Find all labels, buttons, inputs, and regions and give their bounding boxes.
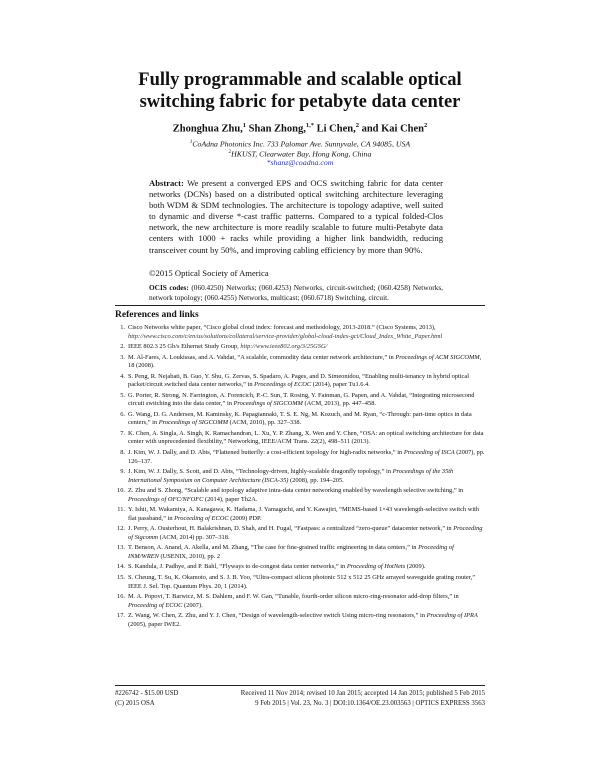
reference-text: M. A. Popovi, T. Barwicz, M. S. Dahlem, and F. W. Gan, “Tunable, fourth-order silicon micro-ring-resonator add-drop filters,” in: [128, 592, 459, 600]
reference-details: (ACM, 2014) pp. 307–318.: [158, 533, 230, 541]
reference-number: 1.: [120, 324, 125, 331]
reference-number: 7.: [120, 429, 125, 437]
title-line-1: Fully programmable and scalable optical: [138, 70, 462, 90]
abstract-text: We present a converged EPS and OCS switching fabric for data center networks (DCNs) based on a distributed optical switching architecture leveraging both WDM & SDM technologies. The architecture is topology adaptive, well suited to dynamic and diverse *-cast traffic patterns. Compared to a typical folded-Clos network, the new architecture is more readily scalable to future multi-Petabyte data centers with 1000 + racks while providing a higher link bandwidth, reducing transceiver count by 50%, and improving cabling efficiency by more than 90%.: [149, 178, 443, 255]
reference-number: 9.: [120, 468, 125, 476]
reference-number: 14.: [117, 563, 125, 571]
reference-details: , 18 (2008).: [128, 353, 482, 370]
reference-item: [115, 324, 485, 341]
affiliation-mark: 2: [228, 150, 232, 155]
reference-venue: Proceedings of ACM SIGCOMM: [395, 353, 480, 361]
reference-number: 6.: [120, 410, 125, 418]
footer-right: [205, 689, 485, 709]
author-list: [60, 122, 540, 135]
reference-number: 3.: [120, 353, 125, 361]
references-heading: References and links: [115, 310, 199, 320]
author-affiliation-mark: 1: [242, 122, 247, 129]
reference-venue: Proceedings of OFC/NFOFC: [128, 495, 204, 503]
reference-venue: Proceeding of Sigcomm: [128, 525, 483, 541]
reference-item: [115, 593, 485, 610]
reference-item: [115, 563, 485, 572]
reference-text: IEEE 802.3 25 Gb/s Ethernet Study Group,: [128, 343, 241, 351]
reference-item: [115, 544, 485, 561]
reference-details: (2005), paper IWE2.: [128, 620, 181, 628]
affiliation-mark: 1: [189, 140, 193, 145]
footer-history: Received 11 Nov 2014; revised 10 Jan 2015; accepted 14 Jan 2015; published 5 Feb 2015: [240, 690, 485, 697]
reference-text: G. Porter, R. Strong, N. Farrington, A. Forencich, P.-C. Sun, T. Rosing, Y. Fainman, G. Papen, and A. Vahdat, “Integrating microsecond circuit switching into the data center,” in: [128, 391, 475, 408]
reference-number: 11.: [117, 506, 125, 514]
reference-details: (2009) PDP.: [228, 514, 262, 522]
reference-item: [115, 506, 485, 523]
reference-venue: Proceedings of the 35th International Symposium on Computer Architecture (ISCA-35): [128, 468, 454, 484]
reference-venue: Proceeding of ECOC: [128, 601, 183, 609]
reference-number: 13.: [117, 544, 125, 552]
reference-list: [115, 324, 485, 631]
footer-citation: 9 Feb 2015 | Vol. 23, No. 3 | DOI:10.1364/OE.23.003563 | OPTICS EXPRESS 3563: [255, 700, 485, 707]
reference-venue: Proceeding of HotNets: [346, 563, 406, 571]
reference-item: [115, 487, 485, 504]
reference-details: (2014), paper Tu1.6.4.: [311, 381, 370, 389]
reference-details: (2009).: [405, 563, 426, 571]
reference-number: 15.: [117, 573, 125, 581]
footer-price: #226742 - $15.00 USD: [115, 690, 179, 697]
reference-text: S. Peng, R. Nejabati, B. Guo, Y. Shu, G. Zervas, S. Spadaro, A. Pages, and D. Simeonidou, “Enabling multi-tenancy in hybrid optical packet/circuit switched data center networks,” in: [128, 372, 469, 389]
author-name: and Kai Chen: [361, 123, 425, 135]
reference-number: 12.: [117, 525, 125, 533]
reference-item: [115, 411, 485, 428]
author-name: Zhonghua Zhu,: [172, 123, 243, 135]
reference-number: 8.: [120, 448, 125, 456]
reference-text: Cisco Networks white paper, “Cisco global cloud index: forecast and methodology, 2013-2018.” (Cisco Systems, 2013),: [128, 324, 436, 331]
reference-number: 16.: [117, 592, 125, 600]
reference-text: J. Perry, A. Ousterhout, H. Balakrishnan, D. Shah, and H. Fugal, “Fastpass: a centralized “zero-queue” datacenter network,” in: [128, 525, 454, 533]
divider-top: [115, 305, 485, 306]
reference-item: [115, 430, 485, 447]
reference-item: [115, 525, 485, 542]
reference-item: [115, 373, 485, 390]
ocis-text: (060.4250) Networks; (060.4253) Networks, circuit-switched; (060.4258) Networks, network topology; (060.4255) Networks, multicast; (060.6718) Switching, circuit.: [149, 283, 443, 302]
reference-number: 10.: [117, 487, 125, 495]
author-name: Li Chen,: [316, 123, 356, 135]
reference-url[interactable]: http://www.cisco.com/c/en/us/solutions/collateral/service-provider/global-cloud-index-gci/Cloud_Index_White_Paper.html: [128, 332, 443, 340]
reference-text: S. Kandula, J. Padhye, and P. Bahl, “Flyways to de-congest data center networks,” in: [128, 563, 347, 571]
author-affiliation-mark: 2: [424, 122, 428, 129]
reference-venue: Proceeding of ISCA: [403, 448, 455, 456]
reference-text: S. Cheung, T. Su, K. Okamoto, and S. J. B. Yoo, “Ultra-compact silicon photonic 512 x 512 25 GHz arrayed waveguide grating router,” IEEE J. Sel. Top. Quantum Phys. 20, 1 (2014).: [128, 573, 476, 590]
reference-item: [115, 354, 485, 371]
reference-text: Z. Zhu and S. Zhong, “Scalable and topology adaptive intra-data center networking enabled by wavelength selective switching,” in: [128, 487, 464, 495]
reference-details: (2014), paper Th2A.: [203, 495, 258, 503]
affiliation-text: HKUST, Clearwater Bay, Hong Kong, China: [231, 149, 372, 159]
reference-venue: Proceedings of SIGCOMM: [233, 400, 303, 408]
reference-text: J. Kim, W. J. Dally, S. Scott, and D. Abts, “Technology-driven, highly-scalable dragonfly topology,” in: [128, 468, 393, 476]
reference-number: 17.: [117, 612, 125, 620]
reference-details: (2008), pp. 194–205.: [288, 476, 344, 484]
footer-copyright: (C) 2015 OSA: [115, 700, 155, 707]
reference-text: J. Kim, W. J. Dally, and D. Abts, “Flattened butterfly: a cost-efficient topology for high-radix networks,” in: [128, 448, 404, 456]
reference-item: [115, 612, 485, 629]
reference-text: M. Al-Fares, A. Loukissas, and A. Vahdat, “A scalable, commodity data center network architecture,” in: [128, 353, 396, 361]
copyright-notice: ©2015 Optical Society of America: [149, 268, 269, 278]
reference-venue: Proceeding of INM/WREN: [128, 544, 454, 560]
reference-details: (2007), pp. 126–137.: [128, 448, 485, 465]
reference-venue: Proceedings of ECOC: [254, 381, 312, 389]
reference-number: 5.: [120, 391, 125, 399]
reference-number: 4.: [120, 372, 125, 380]
author-name: Shan Zhong,: [248, 123, 306, 135]
author-affiliation-mark: 2: [355, 122, 359, 129]
author-affiliation-mark: 1,*: [305, 122, 314, 129]
reference-item: [115, 468, 485, 485]
reference-text: K. Chen, A. Singla, A. Singh, K. Ramachandran, L. Xu, Y. P. Zhang, X. Wen and Y. Chen, “OSA: an optical switching architecture for data center with unprecedented flexibility,” Networking, IEEE/ACM Trans. 22(2), 498–511 (2013).: [128, 429, 484, 446]
reference-venue: Proceeding of ECOC: [174, 514, 229, 522]
affiliation-text: CoAdna Photonics Inc. 733 Palomar Ave. Sunnyvale, CA 94085, USA: [192, 139, 411, 149]
reference-details: (USENIX, 2010), pp. 2: [158, 552, 221, 560]
reference-details: (2007).: [182, 601, 203, 609]
reference-venue: Proceedings of SIGCOMM: [158, 419, 229, 427]
reference-text: G. Wang, D. G. Andersen, M. Kaminsky, K. Papagiannaki, T. S. E. Ng, M. Kozuch, and M. Ryan, “c-Through: part-time optics in data centers,” in: [128, 410, 472, 427]
title-line-2: switching fabric for petabyte data center: [139, 92, 461, 112]
ocis-codes: [149, 283, 443, 303]
reference-item: [115, 343, 485, 352]
reference-url[interactable]: http://www.ieee802.org/3/25GSG/: [240, 343, 328, 351]
reference-text: T. Benson, A. Anand, A. Akella, and M. Zhang, “The case for fine-grained traffic engineering in data centers,” in: [128, 544, 419, 552]
reference-item: [115, 449, 485, 466]
contact-email[interactable]: *shanz@coadna.com: [266, 158, 334, 167]
reference-item: [115, 574, 485, 591]
reference-text: Z. Wang, W. Chen, Z. Zhu, and Y. J. Chen, “Design of wavelength-selective switch Using micro-ring resonators,” in: [128, 612, 427, 620]
footer-left: [115, 689, 178, 709]
reference-text: Y. Ishii, M. Wakamiya, A. Kanagawa, K. Hadama, J. Yamaguchi, and Y. Kawajiri, “MEMS-based 1×43 wavelength-selective switch with flat passband,” in: [128, 506, 480, 522]
ocis-label: OCIS codes:: [149, 283, 189, 292]
reference-details: (ACM, 2013), pp. 447–458.: [302, 400, 376, 408]
abstract-label: Abstract:: [149, 178, 184, 188]
paper-title: [60, 69, 540, 113]
abstract: [149, 178, 443, 256]
reference-details: (ACM, 2010), pp. 327–338.: [228, 419, 302, 427]
divider-bottom: [115, 685, 485, 686]
reference-venue: Proceeding of IPRA: [426, 612, 478, 620]
reference-number: 2.: [120, 343, 125, 351]
reference-item: [115, 392, 485, 409]
